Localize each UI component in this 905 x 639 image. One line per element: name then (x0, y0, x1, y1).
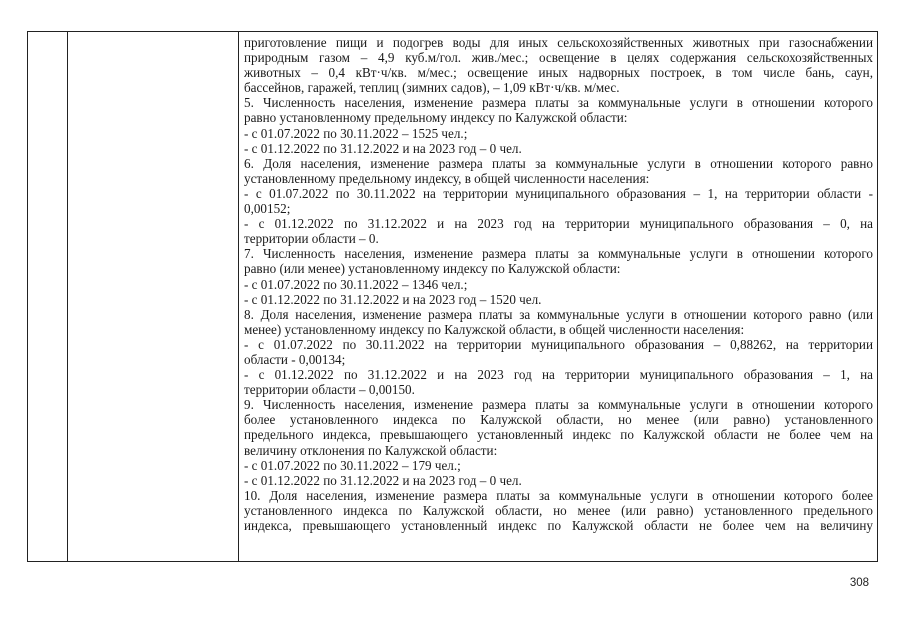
text-line: 8. Доля населения, изменение размера платы за коммунальные услуги в отношении которого равно (или (244, 306, 873, 322)
text-line: индекса, превышающего установленный индекс по Калужской области не более чем на величину (244, 518, 873, 533)
text-line: бассейнов, гаражей, теплиц (зимних садов), – 1,09 кВт·ч/кв. м/мес. (244, 80, 620, 96)
text-line: территории области – 0. (244, 231, 379, 247)
text-line: животных – 0,4 кВт·ч/кв. м/мес.; освещение иных надворных построек, в том числе бань, саун, (244, 65, 873, 81)
table-column-name (68, 32, 239, 561)
text-line: - с 01.07.2022 по 30.11.2022 – 1525 чел.; (244, 125, 468, 141)
text-line: более установленного индекса по Калужской области, но менее (или равно) установленного (244, 412, 873, 428)
text-line: установленному предельному индексу, в общей численности населения: (244, 170, 650, 186)
text-line: менее) установленному индексу по Калужской области, в общей численности населения: (244, 321, 745, 337)
text-line: территории области – 0,00150. (244, 382, 415, 398)
text-line: - с 01.12.2022 по 31.12.2022 и на 2023 год – 0 чел. (244, 472, 522, 488)
text-line: равно (или менее) установленному индексу по Калужской области: (244, 261, 621, 277)
text-line: природным газом – 4,9 куб.м/гол. жив./мес.; освещение в целях содержания сельскохозяйственных (244, 50, 873, 66)
table-column-number (28, 32, 68, 561)
text-line: равно установленному предельному индексу по Калужской области: (244, 110, 628, 126)
text-line: - с 01.07.2022 по 30.11.2022 на территории муниципального образования – 0,88262, на территории (244, 336, 873, 352)
text-line: 5. Численность населения, изменение размера платы за коммунальные услуги в отношении которого (244, 95, 873, 111)
text-line: 10. Доля населения, изменение размера платы за коммунальные услуги в отношении которого более (244, 487, 873, 503)
text-line: - с 01.07.2022 по 30.11.2022 – 1346 чел.; (244, 276, 468, 292)
text-line: приготовление пищи и подогрев воды для иных сельскохозяйственных животных при газоснабжении (244, 35, 873, 50)
text-line: 0,00152; (244, 201, 291, 217)
text-line: 9. Численность населения, изменение размера платы за коммунальные услуги в отношении которого (244, 397, 873, 413)
text-line: - с 01.07.2022 по 30.11.2022 на территории муниципального образования – 1, на территории области - (244, 185, 873, 201)
table-column-content (239, 32, 877, 561)
text-line: установленного индекса по Калужской области, но менее (или равно) установленного предельного (244, 502, 873, 518)
text-line: 6. Доля населения, изменение размера платы за коммунальные услуги в отношении которого равно (244, 155, 873, 171)
document-table (27, 31, 878, 562)
text-line: - с 01.07.2022 по 30.11.2022 – 179 чел.; (244, 457, 461, 473)
text-line: - с 01.12.2022 по 31.12.2022 и на 2023 год на территории муниципального образования – 0, на (244, 216, 873, 232)
text-line: величину отклонения по Калужской области: (244, 442, 498, 458)
text-line: предельного индекса, превышающего установленный индекс по Калужской области не более чем на (244, 427, 873, 443)
text-line: области - 0,00134; (244, 351, 346, 367)
page-number: 308 (849, 577, 869, 589)
text-line: - с 01.12.2022 по 31.12.2022 и на 2023 год – 1520 чел. (244, 291, 542, 307)
text-line: 7. Численность населения, изменение размера платы за коммунальные услуги в отношении которого (244, 246, 873, 262)
text-line: - с 01.12.2022 по 31.12.2022 и на 2023 год – 0 чел. (244, 140, 522, 156)
text-line: - с 01.12.2022 по 31.12.2022 и на 2023 год на территории муниципального образования – 1, на (244, 367, 873, 383)
